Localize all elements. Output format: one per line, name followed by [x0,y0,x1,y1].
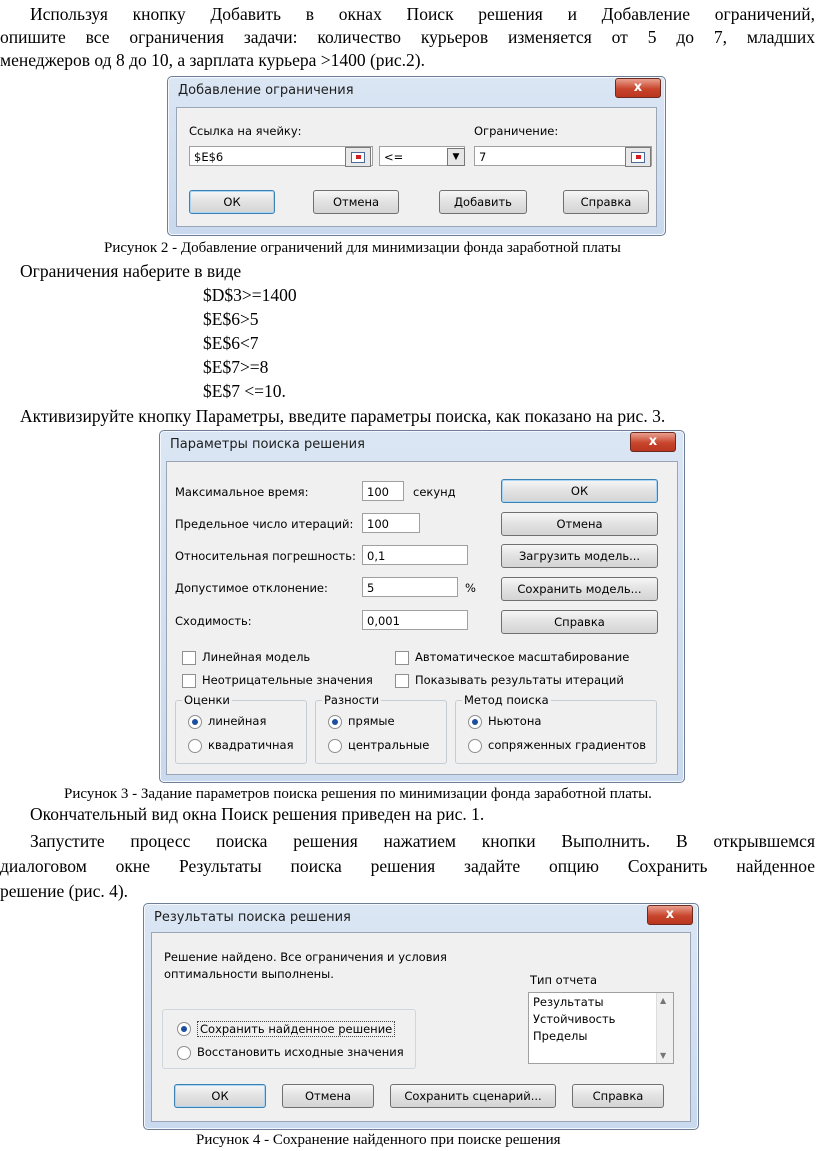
result-message-line2: оптимальности выполнены. [164,967,334,981]
max-time-input[interactable]: 100 [362,481,404,501]
help-button[interactable]: Справка [563,190,649,214]
derivatives-title: Разности [324,693,380,707]
seconds-label: секунд [413,485,456,499]
scroll-down-icon[interactable]: ▼ [660,1051,667,1060]
report-option[interactable]: Устойчивость [533,1012,616,1026]
keep-solution-label: Сохранить найденное решение [197,1021,395,1037]
add-button[interactable]: Добавить [439,190,527,214]
show-iterations-label: Показывать результаты итераций [415,673,624,687]
report-option[interactable]: Пределы [533,1029,588,1043]
derivatives-central-label: центральные [348,738,430,752]
convergence-label: Сходимость: [175,614,252,628]
report-type-label: Тип отчета [530,973,598,987]
auto-scaling-label: Автоматическое масштабирование [415,650,630,664]
paragraph-final-view: Окончательный вид окна Поиск решения приведен на рис. 1. [30,804,485,824]
search-method-title: Метод поиска [464,693,549,707]
restore-values-label: Восстановить исходные значения [197,1045,404,1059]
cancel-button[interactable]: Отмена [282,1084,374,1108]
paragraph-intro-line1: Используя кнопку Добавить в окнах Поиск решения и Добавление ограничений, [30,4,815,24]
paragraph-run-line2: диалоговом окне Результаты поиска решения задайте опцию Сохранить найденное [0,856,815,876]
linear-model-checkbox[interactable] [182,651,196,665]
dialog-body [151,932,691,1122]
cell-ref-input[interactable]: $E$6 [189,146,373,166]
scroll-up-icon[interactable]: ▲ [660,996,667,1005]
linear-model-label: Линейная модель [202,650,311,664]
cancel-button[interactable]: Отмена [313,190,399,214]
method-conjugate-radio[interactable] [468,739,482,753]
non-negative-label: Неотрицательные значения [202,673,373,687]
dialog-body [166,461,678,775]
method-newton-label: Ньютона [488,714,542,728]
figure-caption-4: Рисунок 4 - Сохранение найденного при поиске решения [196,1132,561,1148]
dialog-title: Добавление ограничения [178,83,354,98]
derivatives-forward-label: прямые [348,714,395,728]
constraint-line: $E$7 <=10. [203,381,286,401]
estimates-linear-radio[interactable] [188,715,202,729]
search-method-group [455,693,657,764]
derivatives-forward-radio[interactable] [328,715,342,729]
constraint-picker-icon[interactable] [625,147,651,167]
constraint-line: $D$3>=1400 [203,285,297,305]
constraint-line: $E$7>=8 [203,357,269,377]
ok-button[interactable]: ОК [189,190,275,214]
convergence-input[interactable]: 0,001 [362,610,468,630]
iterations-label: Предельное число итераций: [175,517,354,531]
tolerance-label: Допустимое отклонение: [175,581,328,595]
scrollbar[interactable] [656,993,673,1063]
precision-input[interactable]: 0,1 [362,545,468,565]
add-constraint-dialog [167,76,666,236]
close-icon[interactable]: x [630,432,676,452]
method-conjugate-label: сопряженных градиентов [488,738,647,752]
load-model-button[interactable]: Загрузить модель... [501,544,658,568]
save-model-button[interactable]: Сохранить модель... [501,577,658,601]
dialog-title: Параметры поиска решения [170,437,365,452]
dialog-title: Результаты поиска решения [154,910,351,925]
constraint-label: Ограничение: [474,124,559,138]
estimates-quadratic-label: квадратичная [208,738,294,752]
dialog-body [176,107,657,227]
paragraph-run-line3: решение (рис. 4). [0,881,129,901]
solution-options-group [162,1009,416,1069]
estimates-group [175,693,307,764]
ok-button[interactable]: ОК [501,479,658,503]
paragraph-intro-line3: менеджеров од 8 до 10, а зарплата курьера >1400 (рис.2). [0,50,426,70]
paragraph-run-line1: Запустите процесс поиска решения нажатием кнопки Выполнить. В открывшемся [30,831,815,851]
cancel-button[interactable]: Отмена [501,512,658,536]
close-icon[interactable]: x [615,78,661,98]
precision-label: Относительная погрешность: [175,549,356,563]
figure-caption-3: Рисунок 3 - Задание параметров поиска решения по минимизации фонда заработной платы. [64,786,652,802]
derivatives-group [315,693,447,764]
method-newton-radio[interactable] [468,715,482,729]
report-type-list[interactable] [528,992,674,1064]
cell-ref-picker-icon[interactable] [345,147,371,167]
cell-ref-label: Ссылка на ячейку: [189,124,302,138]
estimates-title: Оценки [184,693,230,707]
restore-values-radio[interactable] [177,1046,191,1060]
chevron-down-icon[interactable]: ▼ [447,148,465,166]
solver-options-dialog [159,430,685,783]
non-negative-checkbox[interactable] [182,674,196,688]
constraint-input[interactable]: 7 [474,146,652,166]
percent-label: % [465,581,476,595]
paragraph-activate: Активизируйте кнопку Параметры, введите параметры поиска, как показано на рис. 3. [20,406,666,426]
solver-results-dialog [143,903,699,1130]
max-time-label: Максимальное время: [175,485,309,499]
show-iterations-checkbox[interactable] [395,674,409,688]
ok-button[interactable]: ОК [174,1084,266,1108]
constraint-line: $E$6<7 [203,333,259,353]
auto-scaling-checkbox[interactable] [395,651,409,665]
iterations-input[interactable]: 100 [362,513,420,533]
figure-caption-2: Рисунок 2 - Добавление ограничений для минимизации фонда заработной платы [104,240,621,256]
constraint-line: $E$6>5 [203,309,259,329]
derivatives-central-radio[interactable] [328,739,342,753]
save-scenario-button[interactable]: Сохранить сценарий... [390,1084,556,1108]
help-button[interactable]: Справка [501,610,658,634]
operator-value: <= [384,150,404,164]
keep-solution-radio[interactable] [177,1022,191,1036]
help-button[interactable]: Справка [572,1084,664,1108]
estimates-linear-label: линейная [208,714,267,728]
tolerance-input[interactable]: 5 [362,577,458,597]
estimates-quadratic-radio[interactable] [188,739,202,753]
constraints-intro: Ограничения наберите в виде [20,261,242,281]
paragraph-intro-line2: опишите все ограничения задачи: количество курьеров изменяется от 5 до 7, младших [0,27,815,47]
result-message-line1: Решение найдено. Все ограничения и условия [164,950,447,964]
close-icon[interactable]: x [647,905,693,925]
report-option[interactable]: Результаты [533,995,604,1009]
